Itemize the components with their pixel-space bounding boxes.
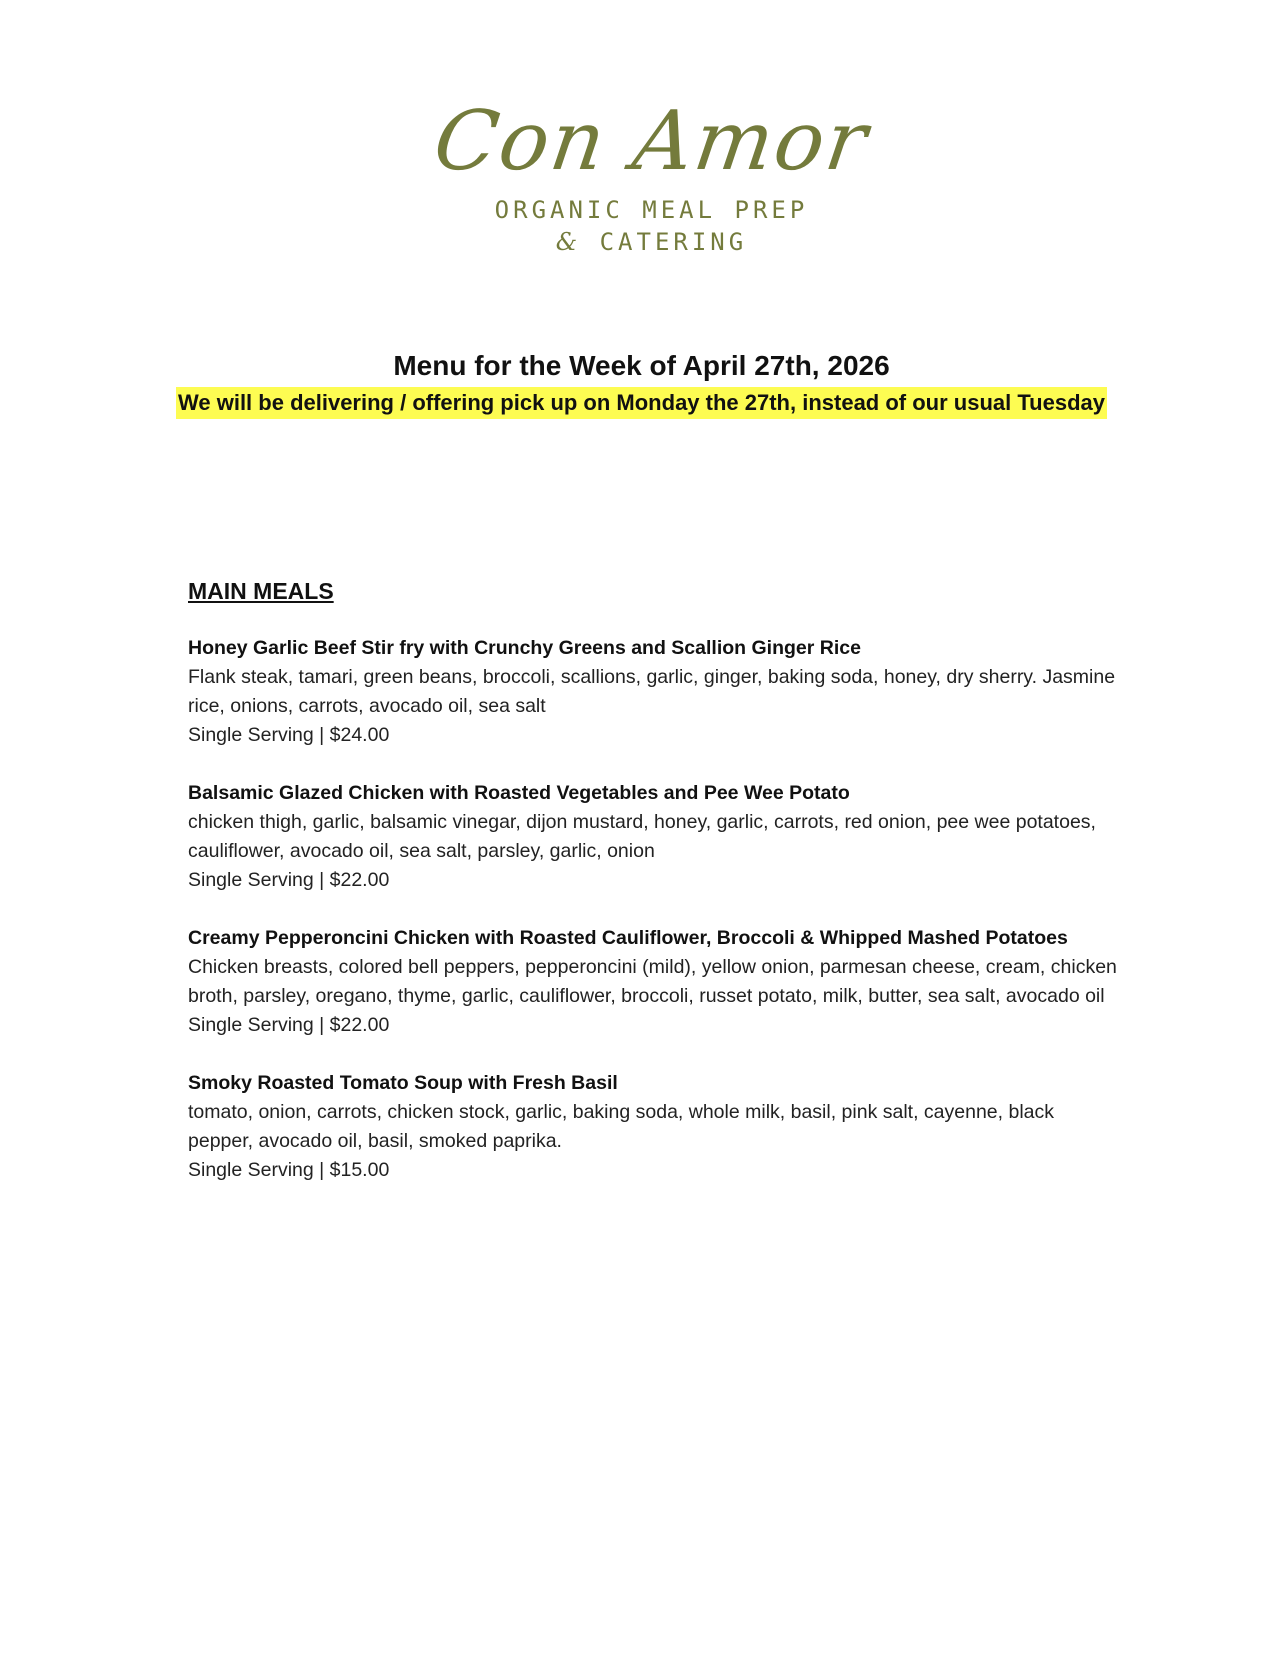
menu-item-price: Single Serving | $22.00 <box>188 869 390 891</box>
menu-item-ingredients: Chicken breasts, colored bell peppers, pepperoncini (mild), yellow onion, parmesan cheese, cream, chicken broth, parsley, oregano, thyme, garlic, cauliflower, broccoli, russet potato, milk, butter, sea salt, avocado oil <box>188 956 1117 1007</box>
menu-item-name: Honey Garlic Beef Stir fry with Crunchy Greens and Scallion Ginger Rice <box>188 637 861 659</box>
brand-logo <box>0 92 1283 256</box>
delivery-notice: We will be delivering / offering pick up on Monday the 27th, instead of our usual Tuesday <box>176 387 1107 419</box>
menu-item-ingredients: chicken thigh, garlic, balsamic vinegar, dijon mustard, honey, garlic, carrots, red onion, pee wee potatoes, cauliflower, avocado oil, sea salt, parsley, garlic, onion <box>188 811 1096 862</box>
logo-script-text: Con Amor <box>428 94 875 189</box>
page-title: Menu for the Week of April 27th, 2026 <box>393 350 890 381</box>
menu-item-price: Single Serving | $22.00 <box>188 1014 390 1036</box>
menu-content <box>188 576 1118 1214</box>
menu-item-name: Smoky Roasted Tomato Soup with Fresh Basil <box>188 1072 618 1094</box>
menu-item-price: Single Serving | $15.00 <box>188 1159 390 1181</box>
menu-item <box>188 779 1118 895</box>
logo-tagline-line2 <box>0 228 1283 256</box>
logo-tagline-line1: ORGANIC MEAL PREP <box>494 196 809 224</box>
menu-item <box>188 1069 1118 1185</box>
menu-item-name: Creamy Pepperoncini Chicken with Roasted Cauliflower, Broccoli & Whipped Mashed Potatoes <box>188 927 1068 949</box>
menu-item-ingredients: Flank steak, tamari, green beans, broccoli, scallions, garlic, ginger, baking soda, honey, dry sherry. Jasmine rice, onions, carrots, avocado oil, sea salt <box>188 666 1116 717</box>
menu-item-name: Balsamic Glazed Chicken with Roasted Vegetables and Pee Wee Potato <box>188 782 850 804</box>
section-title-main-meals: MAIN MEALS <box>188 578 334 604</box>
menu-item-ingredients: tomato, onion, carrots, chicken stock, garlic, baking soda, whole milk, basil, pink salt, cayenne, black pepper, avocado oil, basil, smoked paprika. <box>188 1101 1054 1152</box>
menu-item <box>188 634 1118 750</box>
menu-item-price: Single Serving | $24.00 <box>188 724 390 746</box>
logo-ampersand: & <box>555 228 582 256</box>
menu-item <box>188 924 1118 1040</box>
notice-wrapper <box>0 387 1283 419</box>
logo-tagline-catering: CATERING <box>599 228 748 256</box>
